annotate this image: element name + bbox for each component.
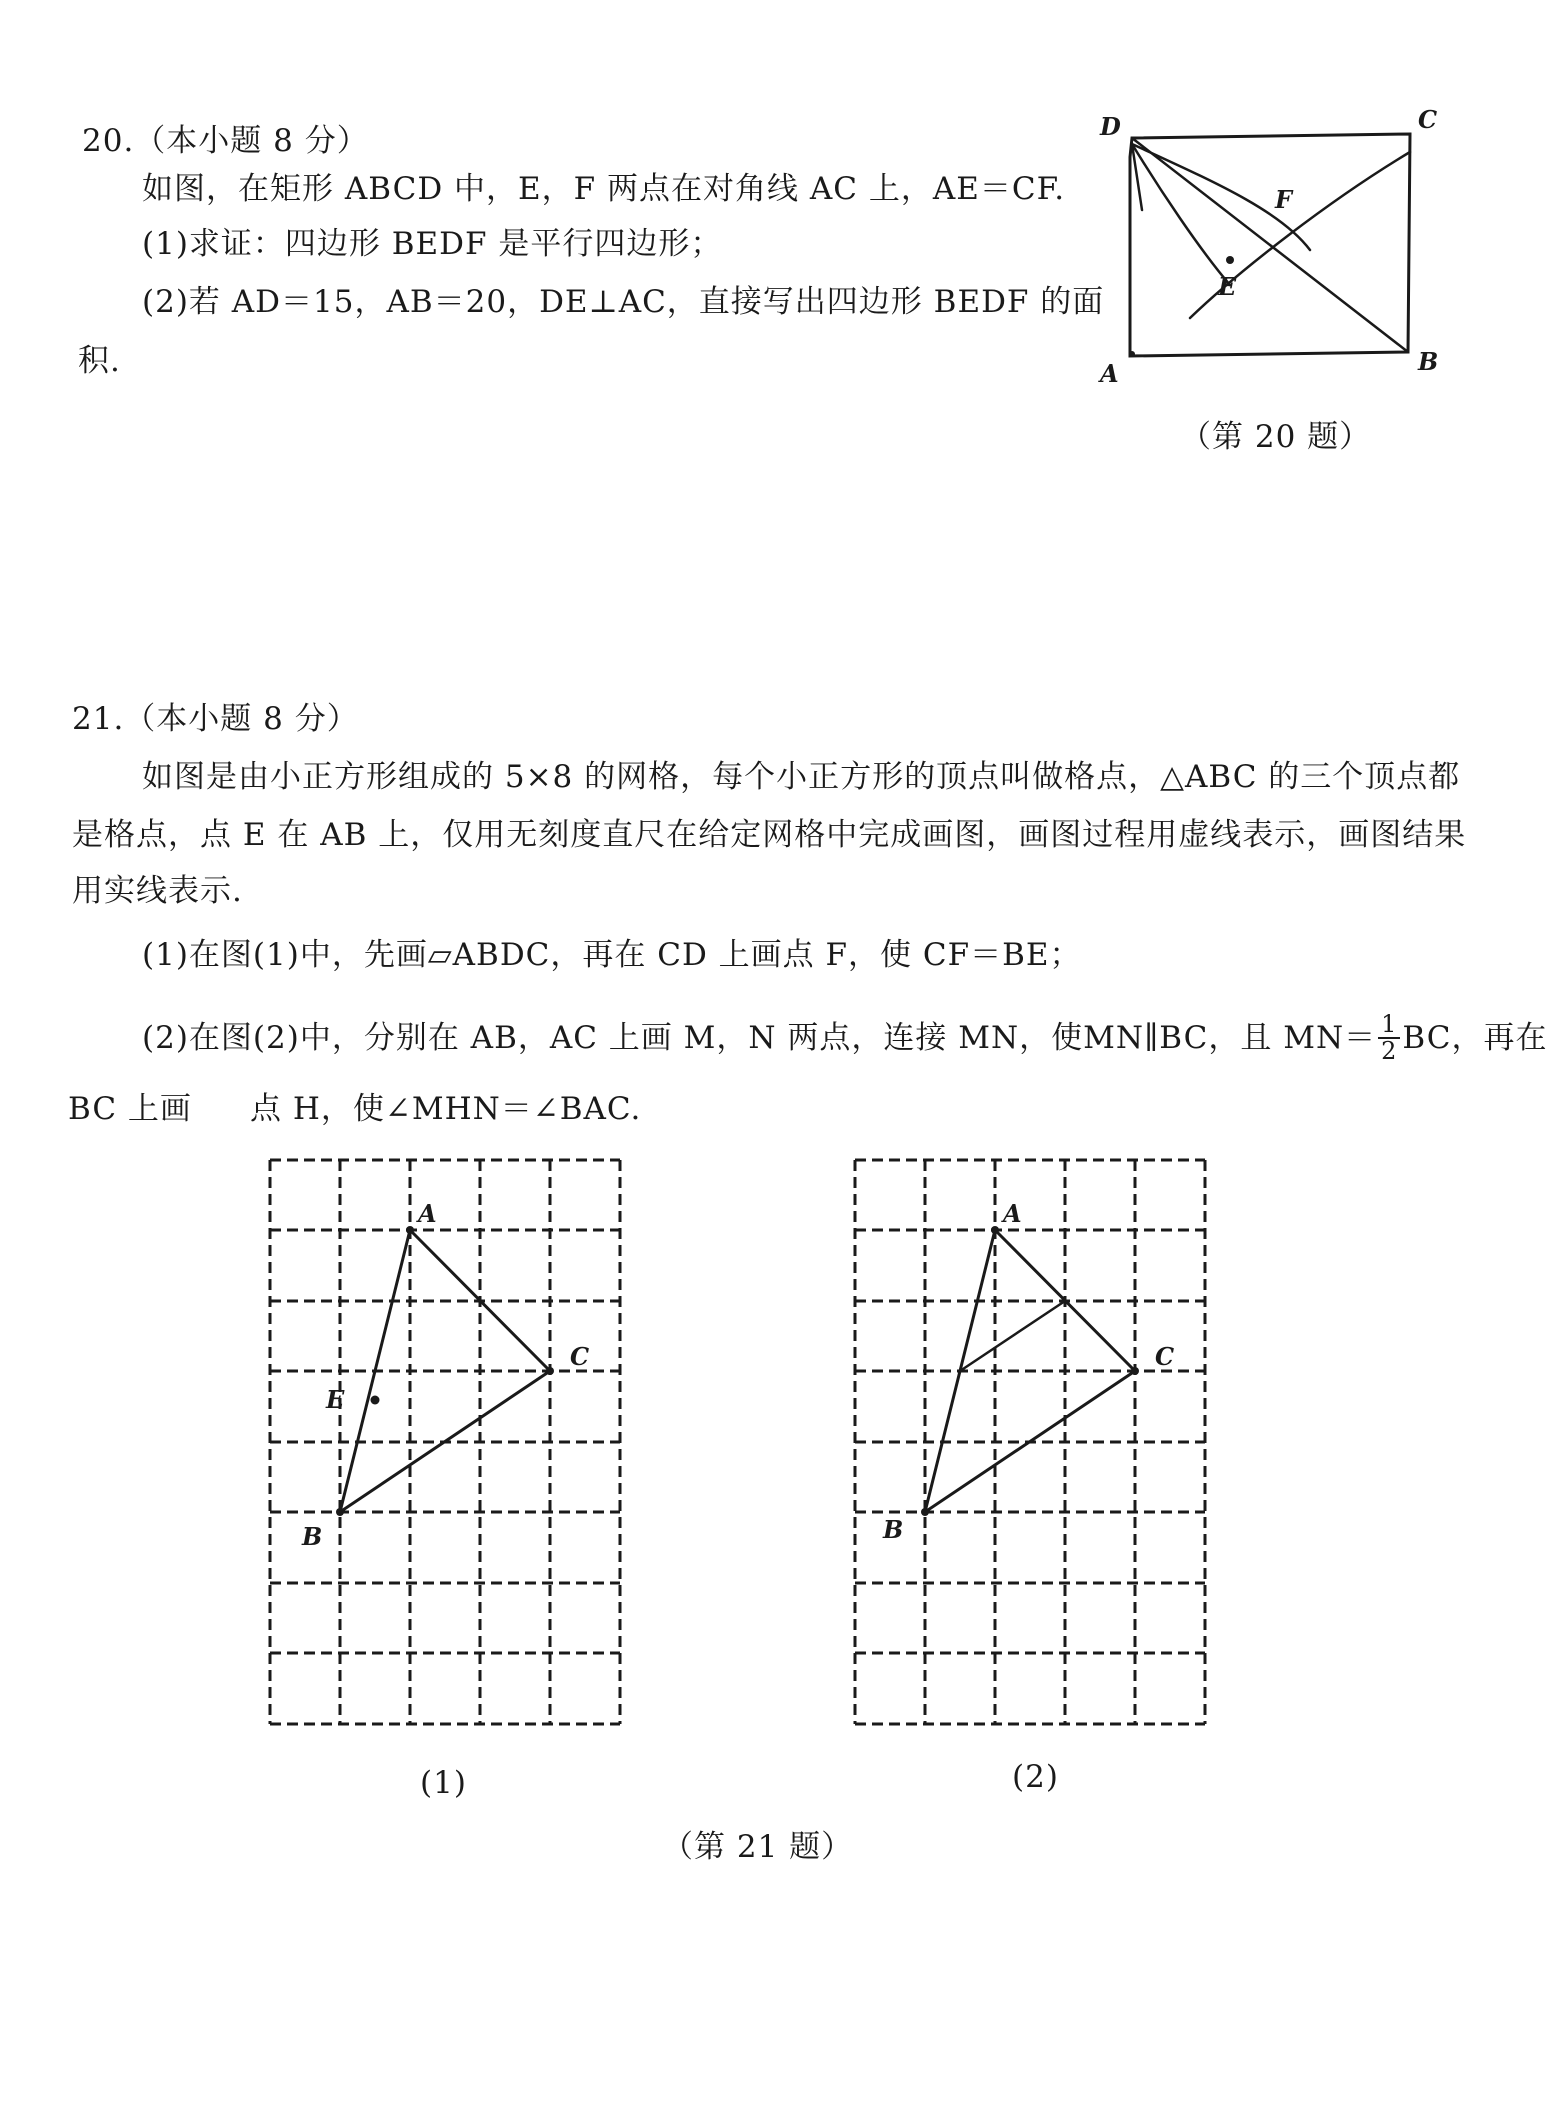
q21-part2 <box>142 1012 1547 1064</box>
q21-grid-figure-1 <box>250 1140 650 1750</box>
q21-header: 21.（本小题 8 分） <box>72 701 359 737</box>
vertex-a-2 <box>991 1226 999 1234</box>
q20-header: 20.（本小题 8 分） <box>82 123 369 159</box>
q20-rectangle-figure <box>1080 100 1440 400</box>
label-a-1: A <box>418 1199 437 1228</box>
label-b-1: B <box>302 1522 323 1551</box>
q20-figure-caption: （第 20 题） <box>1180 419 1372 455</box>
label-d: D <box>1100 112 1121 141</box>
q21-intro-line3: 用实线表示. <box>72 873 243 909</box>
segment-de <box>1132 144 1230 285</box>
q21-grid-figure-2 <box>835 1140 1235 1750</box>
point-e-1 <box>371 1396 380 1405</box>
fraction-one-half <box>1378 1012 1400 1064</box>
q21-part2-text: (2)在图(2)中，分别在 AB，AC 上画 M，N 两点，连接 MN，使MN∥BC，且 MN＝ <box>142 1019 1377 1056</box>
q21-part1: (1)在图(1)中，先画▱ABDC，再在 CD 上画点 F，使 CF＝BE； <box>142 937 1082 973</box>
label-c-2: C <box>1155 1342 1175 1371</box>
q20-intro: 如图，在矩形 ABCD 中，E，F 两点在对角线 AC 上，AE＝CF. <box>142 171 1066 207</box>
label-b-2: B <box>883 1515 904 1544</box>
diagonal-db <box>1132 138 1408 352</box>
label-a: A <box>1100 359 1119 388</box>
label-f: F <box>1275 185 1293 214</box>
label-b: B <box>1418 347 1439 376</box>
vertex-c-2 <box>1131 1367 1139 1375</box>
vertex-b-1 <box>336 1508 344 1516</box>
point-a-dot <box>1129 351 1135 357</box>
label-e-1: E <box>326 1385 345 1414</box>
q20-part1: (1)求证：四边形 BEDF 是平行四边形； <box>142 226 723 262</box>
q21-intro-line1: 如图是由小正方形组成的 5×8 的网格，每个小正方形的顶点叫做格点，△ABC 的三个顶点都 <box>142 759 1461 795</box>
q21-figure-1-label: (1) <box>420 1765 467 1801</box>
fraction-numerator: 1 <box>1378 1012 1400 1039</box>
q21-part2-text-end: BC，再在 <box>1402 1019 1547 1056</box>
point-e-dot <box>1226 256 1234 264</box>
q21-part2-continued-b: 点 H，使∠MHN＝∠BAC. <box>250 1091 642 1127</box>
label-e: E <box>1218 272 1237 301</box>
vertex-a-1 <box>406 1226 414 1234</box>
q21-figure-caption: （第 21 题） <box>662 1829 854 1865</box>
q21-intro-line2: 是格点，点 E 在 AB 上，仅用无刻度直尺在给定网格中完成画图，画图过程用虚线表示，画图结果 <box>72 817 1467 853</box>
fraction-denominator: 2 <box>1381 1037 1398 1066</box>
vertex-c-1 <box>546 1367 554 1375</box>
q21-figure-2-label: (2) <box>1012 1759 1059 1795</box>
label-c-1: C <box>570 1342 590 1371</box>
label-c: C <box>1418 105 1438 134</box>
q20-part2: (2)若 AD＝15，AB＝20，DE⊥AC，直接写出四边形 BEDF 的面 <box>142 284 1105 320</box>
q20-part2-continued: 积. <box>78 343 121 379</box>
vertex-b-2 <box>921 1508 929 1516</box>
label-a-2: A <box>1003 1199 1022 1228</box>
q21-part2-continued-a: BC 上画 <box>68 1091 192 1127</box>
